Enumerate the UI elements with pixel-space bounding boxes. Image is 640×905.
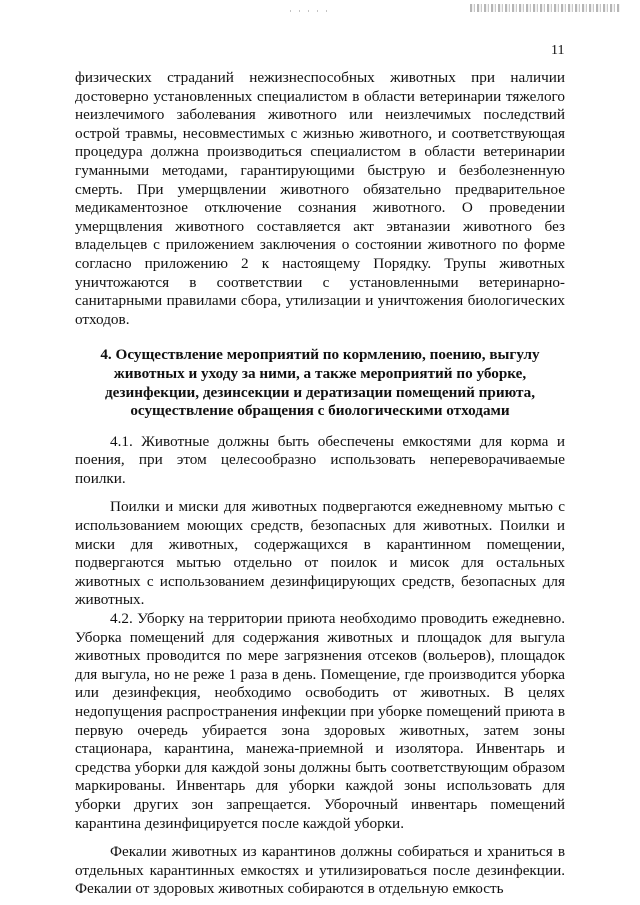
paragraph-euthanasia: физических страданий нежизнеспособных животных при наличии достоверно установленных специалистом в области ветеринарии тяжелого неизлечимого заболевания животного или неизлечимых последствий острой травмы, несовместимых с жизнью животного, и соответствующая процедура должна производиться специалистом в области ветеринарии гуманными методами, гарантирующими быструю и безболезненную смерть. При умерщвлении животного обязательно предварительное медикаментозное отключение сознания животного. О проведении умерщвления животного составляется акт эвтаназии животного без владельцев с приложением заключения о состоянии животного по форме согласно приложению 2 к настоящему Порядку. Трупы животных уничтожаются в соответствии с установленными ветеринарно-санитарными правилами сбора, утилизации и уничтожения биологических отходов. bbox=[75, 69, 565, 328]
page-number: 11 bbox=[551, 43, 565, 58]
heading-line-3: дезинфекции, дезинсекции и дератизации помещений приюта, bbox=[104, 383, 536, 401]
heading-line-4: осуществление обращения с биологическими отходами bbox=[130, 402, 510, 420]
paragraph-bowls: Поилки и миски для животных подвергаются ежедневному мытью с использованием моющих средств, безопасных для животных. Поилки и миски для животных, содержащихся в карантинном помещении, подвергаются мытью отдельно от поилок и мисок для остальных животных с использованием дезинфицирующих средств, безопасных для животных. bbox=[75, 498, 565, 609]
paragraph-4-1: 4.1. Животные должны быть обеспечены емкостями для корма и поения, при этом целесообразно использовать непереворачиваемые поилки. bbox=[75, 432, 565, 487]
scan-artifact bbox=[470, 4, 620, 12]
heading-line-1: 4. Осуществление мероприятий по кормлению, поению, выгулу bbox=[100, 346, 540, 364]
section-heading bbox=[75, 346, 565, 420]
paragraph-feces: Фекалии животных из карантинов должны собираться и храниться в отдельных карантинных емкостях и утилизироваться после дезинфекции. Фекалии от здоровых животных собираются в отдельную емкость bbox=[75, 843, 565, 898]
paragraph-4-2: 4.2. Уборку на территории приюта необходимо проводить ежедневно. Уборка помещений для содержания животных и площадок для выгула животных проводится по мере загрязнения отсеков (вольеров), площадок для выгула, но не реже 1 раза в день. Помещение, где производится уборка или дезинфекция, необходимо освободить от животных. В целях недопущения распространения инфекции при уборке помещений приюта в первую очередь убирается зона здоровых животных, затем зоны стационара, карантина, манежа-приемной и изолятора. Инвентарь и средства уборки для каждой зоны должны быть соответствующим образом маркированы. Инвентарь для уборки каждой зоны использовать для уборки других зон запрещается. Уборочный инвентарь помещений карантина дезинфицируется после каждой уборки. bbox=[75, 610, 565, 832]
document-body bbox=[75, 69, 565, 899]
scan-dots bbox=[290, 10, 330, 12]
heading-line-2: животных и уходу за ними, а также мероприятий по уборке, bbox=[113, 364, 527, 382]
